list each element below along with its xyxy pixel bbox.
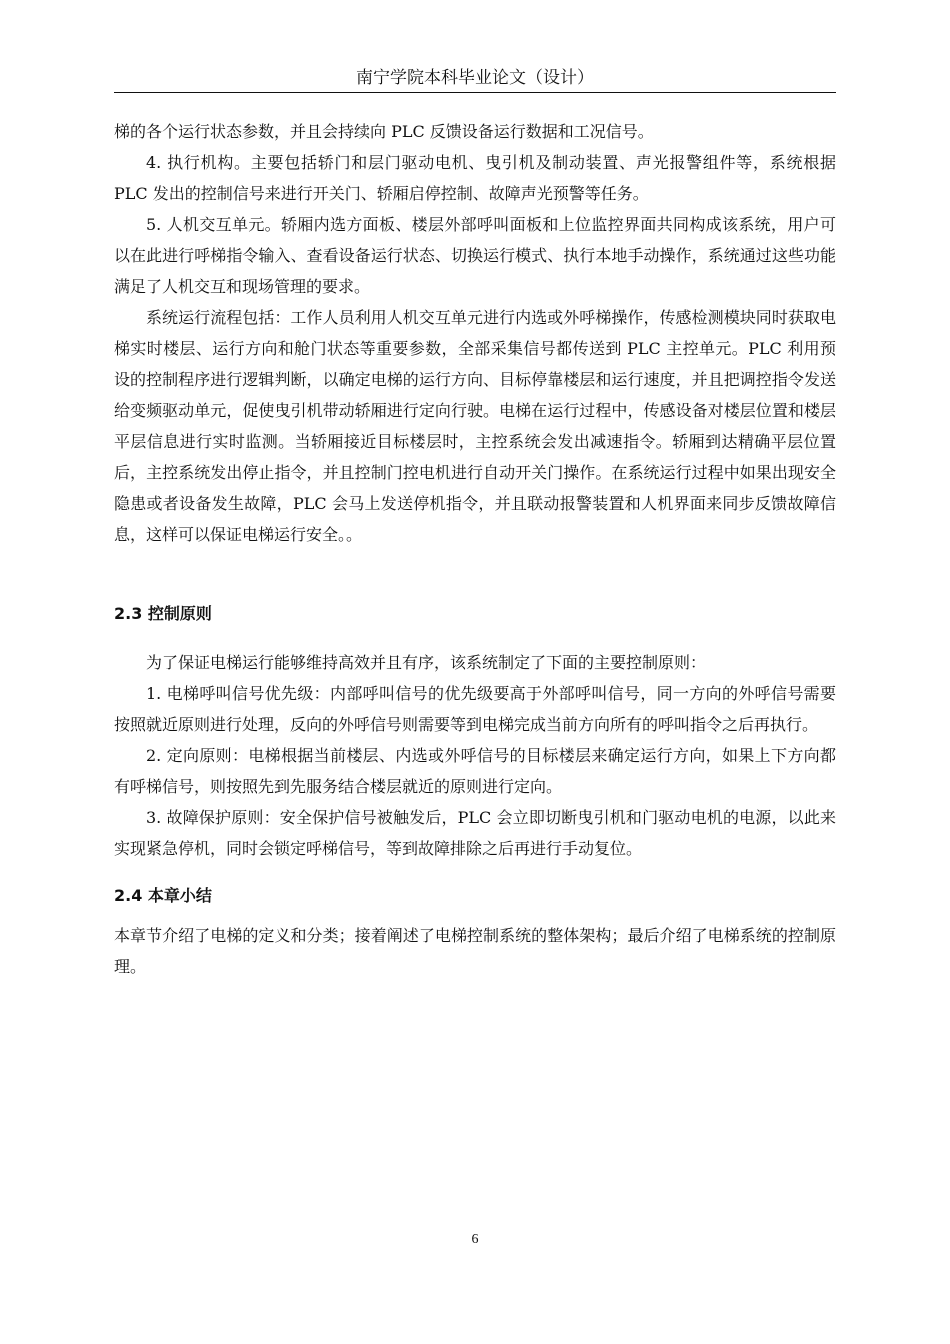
section-heading-2-3: 2.3 控制原则 <box>114 604 212 623</box>
page-body <box>114 116 836 982</box>
running-header: 南宁学院本科毕业论文（设计） <box>356 68 594 88</box>
paragraph-direction-principle: 2. 定向原则：电梯根据当前楼层、内选或外呼信号的目标楼层来确定运行方向，如果上下方向都有呼梯信号，则按照先到先服务结合楼层就近的原则进行定向。 <box>114 746 836 796</box>
page-number: 6 <box>471 1232 479 1247</box>
paragraph-hmi-unit: 5. 人机交互单元。轿厢内选方面板、楼层外部呼叫面板和上位监控界面共同构成该系统，用户可以在此进行呼梯指令输入、查看设备运行状态、切换运行模式、执行本地手动操作，系统通过这些功能满足了人机交互和现场管理的要求。 <box>114 215 836 296</box>
paragraph-call-priority: 1. 电梯呼叫信号优先级：内部呼叫信号的优先级要高于外部呼叫信号，同一方向的外呼信号需要按照就近原则进行处理，反向的外呼信号则需要等到电梯完成当前方向所有的呼叫指令之后再执行。 <box>114 684 836 734</box>
section-heading-2-4: 2.4 本章小结 <box>114 886 212 905</box>
paragraph-sensor-continuation: 梯的各个运行状态参数，并且会持续向 PLC 反馈设备运行数据和工况信号。 <box>114 122 654 141</box>
paragraph-control-intro: 为了保证电梯运行能够维持高效并且有序，该系统制定了下面的主要控制原则： <box>146 653 707 672</box>
paragraph-operation-flow: 系统运行流程包括：工作人员利用人机交互单元进行内选或外呼梯操作，传感检测模块同时获取电梯实时楼层、运行方向和舱门状态等重要参数，全部采集信号都传送到 PLC 主控单元。PLC 利用预设的控制程序进行逻辑判断，以确定电梯的运行方向、目标停靠楼层和运行速度，并且把调控指令发送给变频驱动单元，促使曳引机带动轿厢进行定向行驶。电梯在运行过程中，传感设备对楼层位置和楼层平层信息进行实时监测。当轿厢接近目标楼层时，主控系统会发出减速指令。轿厢到达精确平层位置后，主控系统发出停止指令，并且控制门控电机进行自动开关门操作。在系统运行过程中如果出现安全隐患或者设备发生故障，PLC 会马上发送停机指令，并且联动报警装置和人机界面来同步反馈故障信息，这样可以保证电梯运行安全。。 <box>114 308 836 544</box>
paragraph-actuators: 4. 执行机构。主要包括轿门和层门驱动电机、曳引机及制动装置、声光报警组件等，系统根据 PLC 发出的控制信号来进行开关门、轿厢启停控制、故障声光预警等任务。 <box>114 153 836 203</box>
header-rule <box>114 92 836 93</box>
paragraph-fault-protection: 3. 故障保护原则：安全保护信号被触发后，PLC 会立即切断曳引机和门驱动电机的电源，以此来实现紧急停机，同时会锁定呼梯信号，等到故障排除之后再进行手动复位。 <box>114 808 836 858</box>
paragraph-chapter-summary: 本章节介绍了电梯的定义和分类；接着阐述了电梯控制系统的整体架构；最后介绍了电梯系统的控制原理。 <box>114 926 836 976</box>
